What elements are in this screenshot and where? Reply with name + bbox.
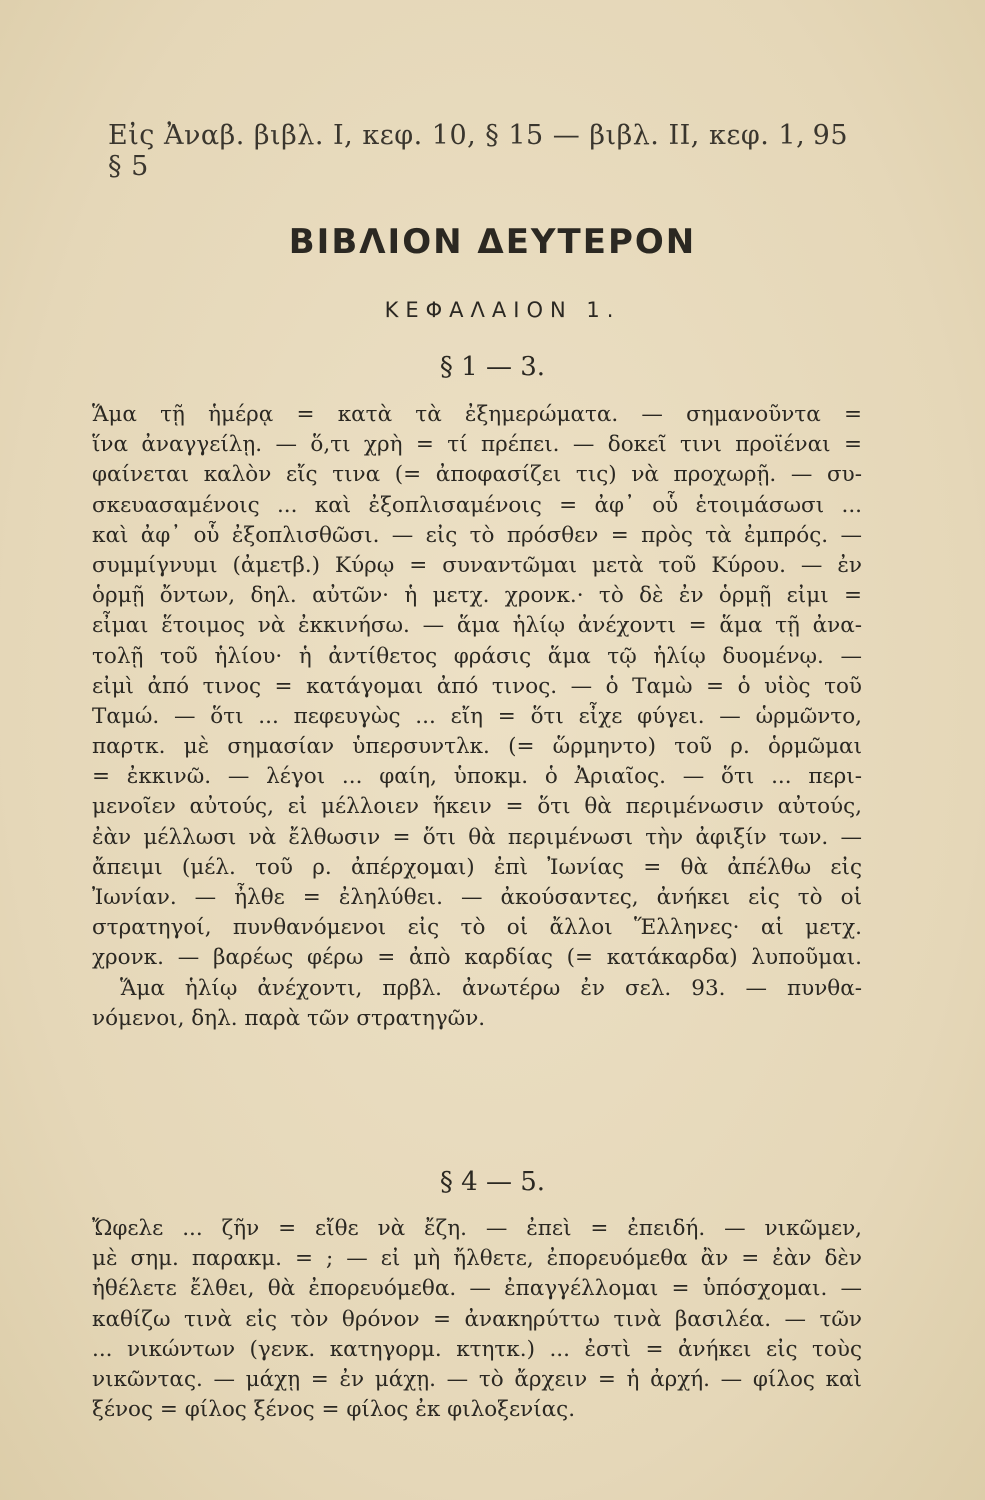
chapter-heading: ΚΕΦΑΛΑΙΟΝ 1. xyxy=(384,298,621,322)
text-line: εἶμαι ἕτοιμος νὰ ἐκκινήσω. — ἅμα ἡλίῳ ἀνέχοντι = ἅμα τῇ ἀνα- xyxy=(92,613,862,639)
text-line: Ἅμα ἡλίῳ ἀνέχοντι, πρβλ. ἀνωτέρω ἐν σελ. 93. — πυνθα- xyxy=(120,975,862,1001)
book-title: ΒΙΒΛΙΟΝ ΔΕΥΤΕΡΟΝ xyxy=(288,222,697,262)
text-line: μὲ σημ. παρακμ. = ; — εἰ μὴ ἤλθετε, ἐπορευόμεθα ἂν = ἐὰν δὲν xyxy=(92,1246,862,1272)
text-line: Ἅμα τῇ ἡμέρᾳ = κατὰ τὰ ἐξημερώματα. — σημανοῦντα = xyxy=(92,402,862,427)
text-line: Ὤφελε ... ζῆν = εἴθε νὰ ἔζη. — ἐπεὶ = ἐπειδή. — νικῶμεν, xyxy=(92,1216,862,1241)
text-line: παρτκ. μὲ σημασίαν ὑπερσυντλκ. (= ὥρμηντο) τοῦ ρ. ὁρμῶμαι xyxy=(92,734,862,760)
text-line: = ἐκκινῶ. — λέγοι ... φαίη, ὑποκμ. ὁ Ἀριαῖος. — ὅτι ... περι- xyxy=(92,764,862,790)
text-line: νικῶντας. — μάχῃ = ἐν μάχῃ. — τὸ ἄρχειν = ἡ ἀρχή. — φίλος καὶ xyxy=(92,1366,862,1392)
text-line: στρατηγοί, πυνθανόμενοι εἰς τὸ οἱ ἄλλοι Ἕλληνες· αἱ μετχ. xyxy=(92,915,862,941)
section-heading: § 1 — 3. xyxy=(439,352,546,382)
text-line: νόμενοι, δηλ. παρὰ τῶν στρατηγῶν. xyxy=(92,1005,486,1031)
text-line: χρονκ. — βαρέως φέρω = ἀπὸ καρδίας (= κατάκαρδα) λυποῦμαι. xyxy=(92,945,862,971)
text-line: ξένος = φίλος ξένος = φίλος ἐκ φιλοξενίας. xyxy=(92,1397,576,1423)
text-line: σκευασαμένοις ... καὶ ἐξοπλισαμένοις = ἀφ᾽ οὗ ἑτοιμάσωσι ... xyxy=(92,492,862,518)
commentary-paragraph xyxy=(92,400,862,1034)
text-line: ἵνα ἀναγγείλῃ. — ὅ,τι χρὴ = τί πρέπει. — δοκεῖ τινι προϊέναι = xyxy=(92,432,862,458)
running-header xyxy=(108,120,848,182)
text-line: συμμίγνυμι (ἀμετβ.) Κύρῳ = συναντῶμαι μετὰ τοῦ Κύρου. — ἐν xyxy=(92,552,862,578)
text-line: Ἰωνίαν. — ἦλθε = ἐληλύθει. — ἀκούσαντες, ἀνήκει εἰς τὸ οἱ xyxy=(92,885,862,910)
text-line: καθίζω τινὰ εἰς τὸν θρόνον = ἀνακηρύττω τινὰ βασιλέα. — τῶν xyxy=(92,1306,862,1332)
text-line: καὶ ἀφ᾽ οὗ ἐξοπλισθῶσι. — εἰς τὸ πρόσθεν = πρὸς τὰ ἐμπρός. — xyxy=(92,522,862,548)
text-line: ἐὰν μέλλωσι νὰ ἔλθωσιν = ὅτι θὰ περιμένωσι τὴν ἀφιξίν των. — xyxy=(92,824,862,850)
text-line: φαίνεται καλὸν εἴς τινα (= ἀποφασίζει τις) νὰ προχωρῇ. — συ- xyxy=(92,462,862,488)
text-line: ... νικώντων (γενκ. κατηγορμ. κτητκ.) ... ἐστὶ = ἀνήκει εἰς τοὺς xyxy=(92,1336,862,1362)
commentary-paragraph xyxy=(92,1214,862,1425)
section-heading: § 4 — 5. xyxy=(439,1167,546,1197)
page-number: 95 xyxy=(812,120,848,151)
running-head-text: Εἰς Ἀναβ. βιβλ. I, κεφ. 10, § 15 — βιβλ. II, κεφ. 1, § 5 xyxy=(108,120,806,182)
text-line: ἠθέλετε ἔλθει, θὰ ἐπορευόμεθα. — ἐπαγγέλλομαι = ὑπόσχομαι. — xyxy=(92,1276,862,1302)
text-line: εἰμὶ ἀπό τινος = κατάγομαι ἀπό τινος. — ὁ Ταμὼ = ὁ υἱὸς τοῦ xyxy=(92,673,862,699)
text-line: ὁρμῇ ὄντων, δηλ. αὐτῶν· ἡ μετχ. χρονκ.· τὸ δὲ ἐν ὁρμῇ εἰμι = xyxy=(92,583,862,609)
text-line: μενοῖεν αὐτούς, εἰ μέλλοιεν ἥκειν = ὅτι θὰ περιμένωσιν αὐτούς, xyxy=(92,794,862,820)
text-line: Ταμώ. — ὅτι ... πεφευγὼς ... εἴη = ὅτι εἶχε φύγει. — ὡρμῶντο, xyxy=(92,703,862,729)
text-line: ἄπειμι (μέλ. τοῦ ρ. ἀπέρχομαι) ἐπὶ Ἰωνίας = θὰ ἀπέλθω εἰς xyxy=(92,854,862,880)
text-line: τολῇ τοῦ ἡλίου· ἡ ἀντίθετος φράσις ἅμα τῷ ἡλίῳ δυομένῳ. — xyxy=(92,643,862,669)
